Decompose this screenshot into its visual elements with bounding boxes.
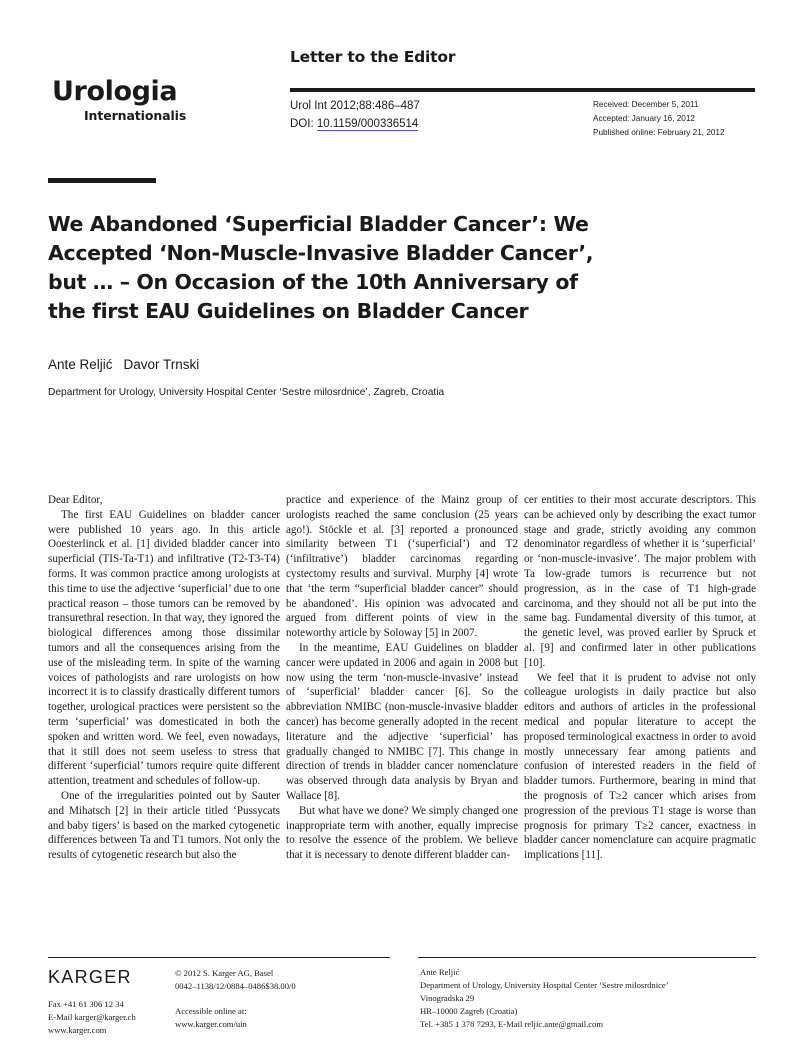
paragraph: practice and experience of the Mainz group of urologists reached the same conclusion (25 years ago!). Stöckle et al. [3] reported a pronounced similarity between T1 (‘superficial’) and T2 (‘infiltrative’) bladder carcinomas regarding cystectomy results and survival. Murphy [4] wrote that ‘the term “superficial bladder cancer” should be abandoned’. His opinion was advocated and argued from different points of view in the noteworthy article by Soloway [5] in 2007. (286, 494, 518, 640)
accessible-online-label: Accessible online at: (175, 1006, 247, 1016)
publisher-fax: Fax +41 61 306 12 34 (48, 999, 124, 1009)
journal-subtitle: Internationalis (84, 108, 187, 123)
journal-masthead (52, 78, 262, 123)
correspondence-name: Ante Reljić (420, 967, 460, 977)
salutation: Dear Editor, (48, 494, 103, 506)
correspondence-tel-email: Tel. +385 1 378 7293, E-Mail reljic.ante@gmail.com (420, 1019, 604, 1030)
correspondence-department: Department of Urology, University Hospital Center ‘Sestre milosrdnice’ (420, 980, 669, 991)
doi-line (290, 116, 420, 134)
publication-dates-block (593, 98, 725, 140)
affiliation: Department for Urology, University Hospital Center ‘Sestre milosrdnice’, Zagreb, Croatia (48, 387, 445, 398)
correspondence-city: HR–10000 Zagreb (Croatia) (420, 1006, 518, 1017)
body-column-3 (524, 493, 756, 863)
publisher-contact (48, 998, 136, 1037)
page-title: We Abandoned ‘Superficial Bladder Cancer’: We Accepted ‘Non-Muscle-Invasive Bladder Cancer’, but … – On Occasion of the 10th Anniversary of the first EAU Guidelines on Bladder Cancer (48, 211, 594, 324)
correspondence-block (420, 966, 669, 1031)
paragraph: In the meantime, EAU Guidelines on bladder cancer were updated in 2006 and again in 2008 but now using the term ‘non-muscle-invasive’ instead of ‘superficial’ bladder cancer [6]. So the abbreviation NMIBC (non-muscle-invasive bladder cancer) has become generally adopted in the recent literature and the adjective ‘superficial’ has gradually changed to NMIBC [7]. This change in direction of trends in bladder cancer nomenclature was observed through data analysis by Bryan and Wallace [8]. (286, 641, 518, 802)
header-divider-rule (290, 88, 755, 92)
online-access-block (175, 1005, 247, 1031)
author-2: Davor Trnski (123, 357, 200, 372)
body-column-1 (48, 493, 280, 863)
doi-link[interactable]: 10.1159/000336514 (316, 117, 419, 130)
footer-divider-left (48, 957, 390, 958)
author-1: Ante Reljić (48, 357, 113, 372)
publisher-website[interactable]: www.karger.com (48, 1025, 107, 1036)
accessible-online-url[interactable]: www.karger.com/uin (175, 1018, 247, 1029)
issn-line: 0042–1138/12/0884–0486$38.00/0 (175, 980, 296, 991)
accepted-date: Accepted: January 16, 2012 (593, 114, 695, 124)
published-online-date: Published online: February 21, 2012 (593, 128, 725, 138)
citation-line: Urol Int 2012;88:486–487 (290, 100, 420, 112)
copyright-line: © 2012 S. Karger AG, Basel (175, 968, 274, 978)
body-text (48, 493, 756, 943)
doi-label: DOI: (290, 117, 317, 130)
received-date: Received: December 5, 2011 (593, 100, 699, 109)
title-accent-rule (48, 178, 156, 183)
publisher-email[interactable]: E-Mail karger@karger.ch (48, 1012, 136, 1023)
copyright-block (175, 967, 296, 993)
journal-name: Urologia (52, 76, 178, 107)
section-label: Letter to the Editor (290, 48, 456, 66)
paragraph: One of the irregularities pointed out by Sauter and Mihatsch [2] in their article titled ‘Pussycats and baby tigers’ is based on the marked cytogenetic differences between Ta and T1 tumors. Not only the results of cytogenetic research but also the (48, 789, 280, 862)
publisher-logo: KARGER (48, 967, 132, 987)
paragraph: But what have we done? We simply changed one inappropriate term with another, equally imprecise to resolve the essence of the problem. We believe that it is necessary to denote different bladder can- (286, 804, 518, 862)
author-list (48, 357, 210, 372)
correspondence-street: Vinogradska 29 (420, 993, 475, 1004)
paragraph: The first EAU Guidelines on bladder cancer were published 10 years ago. In this article Ooesterlinck et al. [1] divided bladder cancer into superficial (TIS-Ta-T1) and infiltrative (T2-T3-T4) forms. It was common practice among urologists at this time to use the adjective ‘superficial’ due to one practical reason – those tumors can be removed by transurethral resection. In that way, they ignored the biological differences among those dissimilar tumors and all the consequences arising from the use of the misleading term. In spite of the warning voices of pathologists and rare urologists on how incorrect it is to classify drastically different tumors together, urological practices were persistent so the term ‘superficial’ was domesticated in both the spoken and written word. We feel, even nowadays, that it still does not seem useless to stress that different ‘superficial’ tumors require quite different attention, treatment and schedules of follow-up. (48, 508, 280, 788)
footer-divider-right (418, 957, 756, 958)
citation-block (290, 98, 420, 134)
body-column-2 (286, 493, 518, 863)
paragraph: cer entities to their most accurate descriptors. This can be achieved only by describing the exact tumor stage and grade, strictly avoiding any common denominator regardless of whether it is ‘superficial’ or ‘non-muscle-invasive’. The major problem with Ta low-grade tumors is recurrence but not progression, as in the case of T1 high-grade carcinoma, and they should not all be put into the same bag. Fundamental diversity of this tumor, at the genetic level, was proved earlier by Spruck et al. [9] and confirmed later in other publications [10]. (524, 494, 756, 669)
paragraph: We feel that it is prudent to advise not only colleague urologists in daily practice but also editors and authors of articles in the professional medical and popular literature to accept the proposed terminological exactness in order to avoid mostly unnecessary fear among patients and confusion of interested readers in the field of bladder tumors. Furthermore, bearing in mind that the prognosis of T≥2 cancer which arises from progression of the previous T1 stage is worse than prognosis for primary T≥2 cancer, exactness in bladder cancer nomenclature can acquire pragmatic implications [11]. (524, 671, 756, 862)
